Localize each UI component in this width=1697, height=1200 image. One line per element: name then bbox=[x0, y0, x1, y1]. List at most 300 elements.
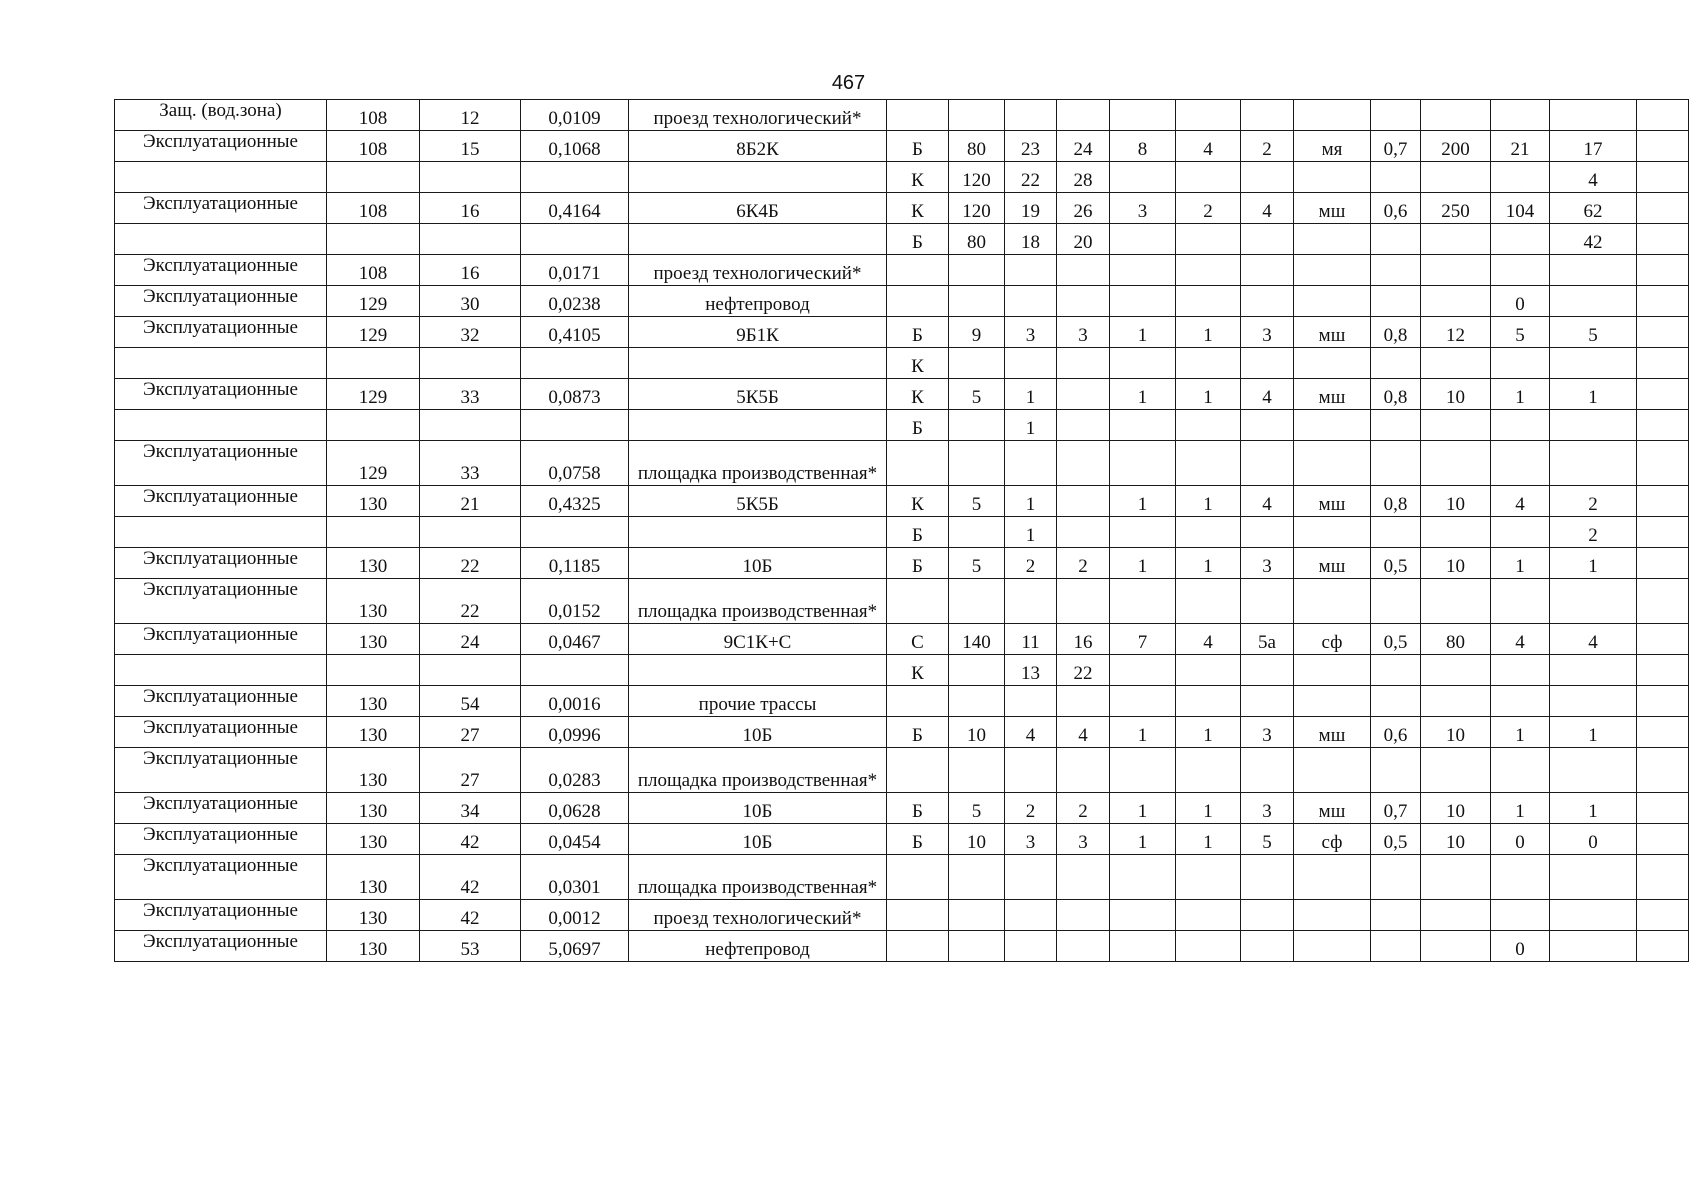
table-row bbox=[115, 100, 1689, 131]
layer-cell: Б bbox=[887, 224, 949, 255]
quarter-cell: 130 bbox=[327, 624, 420, 655]
stock-per-ha-cell bbox=[1421, 931, 1491, 962]
height-cell bbox=[1005, 855, 1057, 900]
forest-type-index-cell bbox=[1241, 348, 1294, 379]
forest-type-cell bbox=[1294, 931, 1371, 962]
forest-type-index-cell bbox=[1241, 224, 1294, 255]
stock-total-cell bbox=[1491, 100, 1550, 131]
quarter-cell bbox=[327, 162, 420, 193]
bonitet-cell bbox=[1176, 900, 1241, 931]
quarter-cell: 108 bbox=[327, 100, 420, 131]
area-cell: 5,0697 bbox=[521, 931, 629, 962]
feature-cell bbox=[629, 224, 887, 255]
table-row bbox=[115, 162, 1689, 193]
layer-cell: К bbox=[887, 486, 949, 517]
area-cell bbox=[521, 410, 629, 441]
forest-type-cell bbox=[1294, 255, 1371, 286]
height-cell: 1 bbox=[1005, 379, 1057, 410]
density-cell bbox=[1371, 224, 1421, 255]
species-stock-cell bbox=[1550, 579, 1637, 624]
forest-type-index-cell bbox=[1241, 517, 1294, 548]
diameter-cell: 22 bbox=[1057, 655, 1110, 686]
bonitet-cell: 1 bbox=[1176, 379, 1241, 410]
layer-cell bbox=[887, 855, 949, 900]
age-cell bbox=[949, 286, 1005, 317]
category-cell: Эксплуатационные bbox=[115, 686, 327, 717]
age-cell bbox=[949, 517, 1005, 548]
diameter-cell: 28 bbox=[1057, 162, 1110, 193]
bonitet-cell: 4 bbox=[1176, 624, 1241, 655]
quarter-cell: 130 bbox=[327, 900, 420, 931]
height-cell: 22 bbox=[1005, 162, 1057, 193]
height-cell: 23 bbox=[1005, 131, 1057, 162]
allotment-cell bbox=[420, 655, 521, 686]
forest-type-cell: сф bbox=[1294, 624, 1371, 655]
species-stock-cell bbox=[1550, 855, 1637, 900]
area-cell: 0,0454 bbox=[521, 824, 629, 855]
forest-type-cell bbox=[1294, 855, 1371, 900]
extra-cell bbox=[1637, 348, 1689, 379]
age-class-cell: 3 bbox=[1110, 193, 1176, 224]
stock-total-cell bbox=[1491, 900, 1550, 931]
species-stock-cell: 1 bbox=[1550, 717, 1637, 748]
stock-per-ha-cell bbox=[1421, 900, 1491, 931]
bonitet-cell: 1 bbox=[1176, 793, 1241, 824]
area-cell: 0,0171 bbox=[521, 255, 629, 286]
age-cell: 5 bbox=[949, 793, 1005, 824]
quarter-cell: 130 bbox=[327, 686, 420, 717]
layer-cell bbox=[887, 931, 949, 962]
stock-per-ha-cell bbox=[1421, 224, 1491, 255]
area-cell: 0,4325 bbox=[521, 486, 629, 517]
stock-per-ha-cell bbox=[1421, 348, 1491, 379]
stock-per-ha-cell: 250 bbox=[1421, 193, 1491, 224]
area-cell: 0,0152 bbox=[521, 579, 629, 624]
forest-type-cell: мш bbox=[1294, 193, 1371, 224]
feature-cell: 10Б bbox=[629, 548, 887, 579]
allotment-cell: 30 bbox=[420, 286, 521, 317]
forest-type-cell: мш bbox=[1294, 548, 1371, 579]
height-cell: 13 bbox=[1005, 655, 1057, 686]
table-row bbox=[115, 793, 1689, 824]
area-cell: 0,1185 bbox=[521, 548, 629, 579]
quarter-cell: 129 bbox=[327, 379, 420, 410]
forest-type-cell bbox=[1294, 224, 1371, 255]
area-cell: 0,0996 bbox=[521, 717, 629, 748]
table-row bbox=[115, 410, 1689, 441]
table-row bbox=[115, 193, 1689, 224]
forest-type-index-cell bbox=[1241, 100, 1294, 131]
stock-per-ha-cell: 200 bbox=[1421, 131, 1491, 162]
bonitet-cell bbox=[1176, 255, 1241, 286]
height-cell bbox=[1005, 286, 1057, 317]
age-cell bbox=[949, 100, 1005, 131]
density-cell: 0,7 bbox=[1371, 793, 1421, 824]
species-stock-cell bbox=[1550, 900, 1637, 931]
height-cell bbox=[1005, 100, 1057, 131]
table-row bbox=[115, 224, 1689, 255]
forest-type-cell bbox=[1294, 100, 1371, 131]
density-cell: 0,8 bbox=[1371, 379, 1421, 410]
species-stock-cell: 4 bbox=[1550, 162, 1637, 193]
extra-cell bbox=[1637, 486, 1689, 517]
species-stock-cell: 1 bbox=[1550, 379, 1637, 410]
density-cell: 0,5 bbox=[1371, 624, 1421, 655]
table-row bbox=[115, 579, 1689, 624]
layer-cell: Б bbox=[887, 793, 949, 824]
layer-cell bbox=[887, 900, 949, 931]
forest-type-index-cell bbox=[1241, 748, 1294, 793]
stock-per-ha-cell: 10 bbox=[1421, 379, 1491, 410]
table-body bbox=[115, 100, 1689, 962]
quarter-cell: 130 bbox=[327, 548, 420, 579]
age-class-cell bbox=[1110, 348, 1176, 379]
layer-cell bbox=[887, 748, 949, 793]
density-cell: 0,7 bbox=[1371, 131, 1421, 162]
feature-cell bbox=[629, 517, 887, 548]
layer-cell: К bbox=[887, 193, 949, 224]
forest-type-index-cell: 3 bbox=[1241, 793, 1294, 824]
area-cell bbox=[521, 655, 629, 686]
diameter-cell bbox=[1057, 486, 1110, 517]
density-cell bbox=[1371, 162, 1421, 193]
table-row bbox=[115, 931, 1689, 962]
age-cell bbox=[949, 686, 1005, 717]
table-row bbox=[115, 855, 1689, 900]
age-class-cell bbox=[1110, 855, 1176, 900]
forest-type-cell bbox=[1294, 686, 1371, 717]
table-row bbox=[115, 900, 1689, 931]
table-row bbox=[115, 286, 1689, 317]
allotment-cell: 16 bbox=[420, 255, 521, 286]
extra-cell bbox=[1637, 286, 1689, 317]
feature-cell: площадка производственная* bbox=[629, 441, 887, 486]
table-row bbox=[115, 824, 1689, 855]
allotment-cell bbox=[420, 162, 521, 193]
forest-type-cell: мш bbox=[1294, 717, 1371, 748]
area-cell: 0,0758 bbox=[521, 441, 629, 486]
density-cell bbox=[1371, 441, 1421, 486]
category-cell: Эксплуатационные bbox=[115, 441, 327, 486]
extra-cell bbox=[1637, 379, 1689, 410]
feature-cell: площадка производственная* bbox=[629, 855, 887, 900]
forest-type-cell bbox=[1294, 517, 1371, 548]
layer-cell: К bbox=[887, 348, 949, 379]
forest-inventory-table bbox=[114, 99, 1689, 962]
forest-type-index-cell bbox=[1241, 410, 1294, 441]
diameter-cell bbox=[1057, 579, 1110, 624]
feature-cell: 9Б1К bbox=[629, 317, 887, 348]
table-row bbox=[115, 548, 1689, 579]
forest-type-cell bbox=[1294, 286, 1371, 317]
forest-type-cell: мш bbox=[1294, 486, 1371, 517]
age-class-cell bbox=[1110, 441, 1176, 486]
age-cell bbox=[949, 931, 1005, 962]
density-cell bbox=[1371, 931, 1421, 962]
stock-total-cell bbox=[1491, 748, 1550, 793]
species-stock-cell bbox=[1550, 655, 1637, 686]
layer-cell: К bbox=[887, 162, 949, 193]
forest-type-cell bbox=[1294, 900, 1371, 931]
age-cell bbox=[949, 855, 1005, 900]
table-row bbox=[115, 717, 1689, 748]
stock-per-ha-cell bbox=[1421, 855, 1491, 900]
stock-per-ha-cell bbox=[1421, 579, 1491, 624]
bonitet-cell bbox=[1176, 655, 1241, 686]
layer-cell bbox=[887, 441, 949, 486]
layer-cell: Б bbox=[887, 717, 949, 748]
diameter-cell bbox=[1057, 348, 1110, 379]
layer-cell: Б bbox=[887, 410, 949, 441]
height-cell: 1 bbox=[1005, 486, 1057, 517]
bonitet-cell bbox=[1176, 441, 1241, 486]
diameter-cell: 26 bbox=[1057, 193, 1110, 224]
diameter-cell: 4 bbox=[1057, 717, 1110, 748]
quarter-cell bbox=[327, 224, 420, 255]
forest-type-index-cell bbox=[1241, 855, 1294, 900]
forest-type-cell: мш bbox=[1294, 317, 1371, 348]
diameter-cell: 16 bbox=[1057, 624, 1110, 655]
allotment-cell: 22 bbox=[420, 579, 521, 624]
diameter-cell: 3 bbox=[1057, 317, 1110, 348]
feature-cell: проезд технологический* bbox=[629, 900, 887, 931]
height-cell: 18 bbox=[1005, 224, 1057, 255]
age-class-cell bbox=[1110, 255, 1176, 286]
height-cell bbox=[1005, 255, 1057, 286]
bonitet-cell bbox=[1176, 410, 1241, 441]
quarter-cell: 108 bbox=[327, 255, 420, 286]
extra-cell bbox=[1637, 131, 1689, 162]
species-stock-cell: 1 bbox=[1550, 793, 1637, 824]
stock-total-cell: 0 bbox=[1491, 931, 1550, 962]
extra-cell bbox=[1637, 900, 1689, 931]
forest-type-index-cell bbox=[1241, 441, 1294, 486]
density-cell: 0,5 bbox=[1371, 824, 1421, 855]
stock-per-ha-cell: 10 bbox=[1421, 793, 1491, 824]
density-cell: 0,8 bbox=[1371, 486, 1421, 517]
stock-total-cell: 1 bbox=[1491, 793, 1550, 824]
stock-total-cell bbox=[1491, 441, 1550, 486]
height-cell: 1 bbox=[1005, 517, 1057, 548]
stock-per-ha-cell bbox=[1421, 410, 1491, 441]
density-cell bbox=[1371, 855, 1421, 900]
density-cell bbox=[1371, 655, 1421, 686]
stock-per-ha-cell: 80 bbox=[1421, 624, 1491, 655]
layer-cell bbox=[887, 255, 949, 286]
bonitet-cell bbox=[1176, 100, 1241, 131]
species-stock-cell bbox=[1550, 100, 1637, 131]
category-cell: Эксплуатационные bbox=[115, 931, 327, 962]
allotment-cell: 33 bbox=[420, 441, 521, 486]
height-cell: 2 bbox=[1005, 548, 1057, 579]
extra-cell bbox=[1637, 193, 1689, 224]
extra-cell bbox=[1637, 548, 1689, 579]
stock-per-ha-cell bbox=[1421, 686, 1491, 717]
species-stock-cell bbox=[1550, 255, 1637, 286]
quarter-cell: 130 bbox=[327, 793, 420, 824]
area-cell: 0,4105 bbox=[521, 317, 629, 348]
quarter-cell: 129 bbox=[327, 286, 420, 317]
age-cell: 80 bbox=[949, 131, 1005, 162]
extra-cell bbox=[1637, 717, 1689, 748]
category-cell: Эксплуатационные bbox=[115, 317, 327, 348]
bonitet-cell: 1 bbox=[1176, 548, 1241, 579]
category-cell: Эксплуатационные bbox=[115, 486, 327, 517]
allotment-cell: 34 bbox=[420, 793, 521, 824]
category-cell: Эксплуатационные bbox=[115, 748, 327, 793]
height-cell: 2 bbox=[1005, 793, 1057, 824]
density-cell bbox=[1371, 255, 1421, 286]
stock-per-ha-cell bbox=[1421, 162, 1491, 193]
density-cell: 0,8 bbox=[1371, 317, 1421, 348]
forest-type-cell bbox=[1294, 579, 1371, 624]
height-cell: 11 bbox=[1005, 624, 1057, 655]
quarter-cell: 108 bbox=[327, 131, 420, 162]
diameter-cell bbox=[1057, 855, 1110, 900]
layer-cell bbox=[887, 579, 949, 624]
forest-type-cell bbox=[1294, 348, 1371, 379]
stock-total-cell bbox=[1491, 348, 1550, 379]
species-stock-cell bbox=[1550, 748, 1637, 793]
stock-total-cell: 1 bbox=[1491, 548, 1550, 579]
quarter-cell: 108 bbox=[327, 193, 420, 224]
height-cell bbox=[1005, 348, 1057, 379]
stock-per-ha-cell: 12 bbox=[1421, 317, 1491, 348]
page-number: 467 bbox=[831, 72, 866, 94]
area-cell: 0,0012 bbox=[521, 900, 629, 931]
stock-total-cell bbox=[1491, 517, 1550, 548]
area-cell: 0,0238 bbox=[521, 286, 629, 317]
diameter-cell bbox=[1057, 441, 1110, 486]
allotment-cell: 15 bbox=[420, 131, 521, 162]
quarter-cell: 129 bbox=[327, 317, 420, 348]
table-row bbox=[115, 348, 1689, 379]
quarter-cell bbox=[327, 348, 420, 379]
species-stock-cell: 17 bbox=[1550, 131, 1637, 162]
age-class-cell bbox=[1110, 517, 1176, 548]
density-cell bbox=[1371, 100, 1421, 131]
allotment-cell: 16 bbox=[420, 193, 521, 224]
stock-per-ha-cell bbox=[1421, 255, 1491, 286]
bonitet-cell: 2 bbox=[1176, 193, 1241, 224]
species-stock-cell: 2 bbox=[1550, 486, 1637, 517]
extra-cell bbox=[1637, 517, 1689, 548]
category-cell: Эксплуатационные bbox=[115, 900, 327, 931]
area-cell: 0,0016 bbox=[521, 686, 629, 717]
allotment-cell bbox=[420, 224, 521, 255]
height-cell bbox=[1005, 579, 1057, 624]
layer-cell: Б bbox=[887, 131, 949, 162]
age-class-cell: 1 bbox=[1110, 717, 1176, 748]
age-cell: 5 bbox=[949, 486, 1005, 517]
stock-total-cell bbox=[1491, 855, 1550, 900]
layer-cell: К bbox=[887, 379, 949, 410]
age-cell bbox=[949, 579, 1005, 624]
allotment-cell: 24 bbox=[420, 624, 521, 655]
forest-type-cell: мш bbox=[1294, 379, 1371, 410]
feature-cell: прочие трассы bbox=[629, 686, 887, 717]
stock-total-cell: 0 bbox=[1491, 286, 1550, 317]
species-stock-cell: 5 bbox=[1550, 317, 1637, 348]
species-stock-cell bbox=[1550, 286, 1637, 317]
stock-total-cell bbox=[1491, 579, 1550, 624]
forest-type-index-cell: 2 bbox=[1241, 131, 1294, 162]
density-cell bbox=[1371, 410, 1421, 441]
height-cell: 1 bbox=[1005, 410, 1057, 441]
age-cell: 120 bbox=[949, 193, 1005, 224]
feature-cell: 10Б bbox=[629, 824, 887, 855]
area-cell bbox=[521, 348, 629, 379]
allotment-cell: 33 bbox=[420, 379, 521, 410]
extra-cell bbox=[1637, 317, 1689, 348]
feature-cell: площадка производственная* bbox=[629, 579, 887, 624]
bonitet-cell bbox=[1176, 855, 1241, 900]
bonitet-cell bbox=[1176, 748, 1241, 793]
layer-cell: К bbox=[887, 655, 949, 686]
category-cell bbox=[115, 655, 327, 686]
density-cell bbox=[1371, 686, 1421, 717]
stock-per-ha-cell bbox=[1421, 441, 1491, 486]
stock-total-cell: 1 bbox=[1491, 379, 1550, 410]
forest-type-cell bbox=[1294, 441, 1371, 486]
age-cell: 10 bbox=[949, 717, 1005, 748]
layer-cell: Б bbox=[887, 317, 949, 348]
allotment-cell: 42 bbox=[420, 824, 521, 855]
category-cell bbox=[115, 162, 327, 193]
forest-type-cell bbox=[1294, 655, 1371, 686]
allotment-cell bbox=[420, 348, 521, 379]
feature-cell: площадка производственная* bbox=[629, 748, 887, 793]
age-cell: 9 bbox=[949, 317, 1005, 348]
age-class-cell: 1 bbox=[1110, 548, 1176, 579]
extra-cell bbox=[1637, 855, 1689, 900]
age-class-cell bbox=[1110, 162, 1176, 193]
species-stock-cell: 0 bbox=[1550, 824, 1637, 855]
stock-per-ha-cell: 10 bbox=[1421, 717, 1491, 748]
height-cell: 4 bbox=[1005, 717, 1057, 748]
feature-cell: 10Б bbox=[629, 793, 887, 824]
forest-type-index-cell: 5 bbox=[1241, 824, 1294, 855]
stock-total-cell bbox=[1491, 224, 1550, 255]
species-stock-cell: 1 bbox=[1550, 548, 1637, 579]
diameter-cell bbox=[1057, 379, 1110, 410]
stock-per-ha-cell bbox=[1421, 100, 1491, 131]
layer-cell bbox=[887, 686, 949, 717]
height-cell: 3 bbox=[1005, 824, 1057, 855]
forest-type-cell: мя bbox=[1294, 131, 1371, 162]
stock-total-cell bbox=[1491, 655, 1550, 686]
feature-cell bbox=[629, 655, 887, 686]
stock-per-ha-cell bbox=[1421, 655, 1491, 686]
diameter-cell: 2 bbox=[1057, 793, 1110, 824]
density-cell bbox=[1371, 348, 1421, 379]
diameter-cell bbox=[1057, 255, 1110, 286]
area-cell bbox=[521, 517, 629, 548]
age-class-cell: 1 bbox=[1110, 317, 1176, 348]
density-cell: 0,6 bbox=[1371, 717, 1421, 748]
bonitet-cell bbox=[1176, 579, 1241, 624]
extra-cell bbox=[1637, 686, 1689, 717]
diameter-cell bbox=[1057, 517, 1110, 548]
height-cell bbox=[1005, 931, 1057, 962]
feature-cell: 6К4Б bbox=[629, 193, 887, 224]
table-row bbox=[115, 379, 1689, 410]
allotment-cell: 42 bbox=[420, 855, 521, 900]
age-class-cell bbox=[1110, 686, 1176, 717]
stock-total-cell: 104 bbox=[1491, 193, 1550, 224]
forest-type-index-cell bbox=[1241, 655, 1294, 686]
age-cell bbox=[949, 655, 1005, 686]
